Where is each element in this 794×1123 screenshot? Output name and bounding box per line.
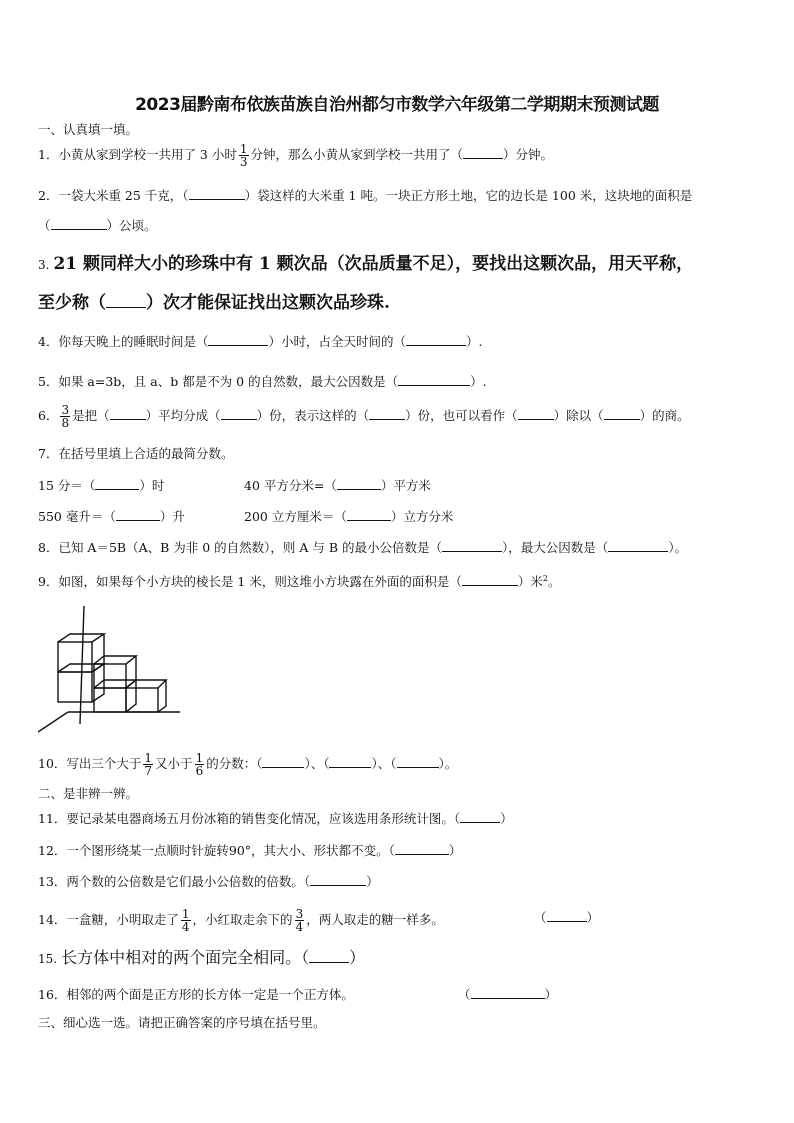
question-12: 12．一个图形绕某一点顺时针旋转90°，其大小、形状都不变。（ ） bbox=[38, 843, 462, 858]
answer-blank[interactable] bbox=[398, 385, 470, 386]
answer-blank[interactable] bbox=[329, 767, 371, 768]
cube-stack-figure bbox=[38, 602, 188, 737]
answer-blank[interactable] bbox=[208, 345, 268, 346]
answer-blank[interactable] bbox=[95, 489, 139, 490]
answer-blank[interactable] bbox=[460, 822, 500, 823]
answer-blank[interactable] bbox=[406, 345, 466, 346]
answer-blank[interactable] bbox=[395, 854, 449, 855]
answer-blank[interactable] bbox=[262, 767, 304, 768]
answer-blank[interactable] bbox=[442, 551, 502, 552]
fraction-1-7: $\frac{1}{7}$ bbox=[144, 751, 153, 778]
answer-blank[interactable] bbox=[337, 489, 381, 490]
answer-blank[interactable] bbox=[106, 307, 146, 308]
question-1: 1．小黄从家到学校一共用了 3 小时 $\frac{1}{3}$ 分钟，那么小黄从家到学校一共用了（ ）分钟。 bbox=[38, 142, 554, 169]
answer-blank[interactable] bbox=[347, 520, 391, 521]
answer-blank[interactable] bbox=[116, 520, 160, 521]
question-7-row-1b: 40 平方分米=（ ）平方米 bbox=[244, 478, 431, 493]
section-1-heading: 一、认真填一填。 bbox=[38, 122, 139, 137]
question-10: 10．写出三个大于 $\frac{1}{7}$ 又小于 $\frac{1}{6}$ 的分数：（ ）、（ ）、（ ）。 bbox=[38, 751, 458, 778]
fraction-1-6: $\frac{1}{6}$ bbox=[195, 751, 204, 778]
question-2-cont: （ ）公顷。 bbox=[38, 218, 157, 233]
answer-blank[interactable] bbox=[397, 767, 439, 768]
answer-blank[interactable] bbox=[608, 551, 668, 552]
question-7-row-2b: 200 立方厘米＝（ ）立方分米 bbox=[244, 509, 454, 524]
question-3: 3. 21 颗同样大小的珍珠中有 1 颗次品（次品质量不足），要找出这颗次品，用天平称， bbox=[38, 254, 694, 274]
fraction-1-3: $\frac{1}{3}$ bbox=[239, 142, 248, 169]
question-6: 6． $\frac{3}{8}$ 是把（ ）平均分成（ ）份，表示这样的（ ）份，也可以看作（ ）除以（ ）的商。 bbox=[38, 403, 690, 430]
question-5: 5．如果 a=3b，且 a、b 都是不为 0 的自然数，最大公因数是（ ）. bbox=[38, 374, 487, 389]
question-16: 16．相邻的两个面是正方形的长方体一定是一个正方体。 bbox=[38, 987, 354, 1002]
fraction-3-8: $\frac{3}{8}$ bbox=[61, 403, 70, 430]
question-3-cont: 至少称（ ）次才能保证找出这颗次品珍珠. bbox=[38, 293, 390, 313]
answer-blank[interactable] bbox=[471, 998, 545, 999]
question-14: 14．一盒糖，小明取走了 $\frac{1}{4}$ ，小红取走余下的 $\frac{3}{4}$ ，两人取走的糖一样多。 bbox=[38, 907, 444, 934]
answer-blank[interactable] bbox=[309, 962, 349, 963]
question-4: 4．你每天晚上的睡眠时间是（ ）小时，占全天时间的（ ）. bbox=[38, 334, 483, 349]
answer-blank[interactable] bbox=[369, 419, 405, 420]
question-13: 13．两个数的公倍数是它们最小公倍数的倍数。（ ） bbox=[38, 874, 379, 889]
question-7-row-2: 550 毫升＝（ ）升 bbox=[38, 509, 185, 524]
answer-blank[interactable] bbox=[604, 419, 640, 420]
question-8: 8．已知 A＝5B（A、B 为非 0 的自然数），则 A 与 B 的最小公倍数是（ ），最大公因数是（ ）。 bbox=[38, 540, 688, 555]
question-7-row-1: 15 分＝（ ）时 bbox=[38, 478, 165, 493]
answer-blank[interactable] bbox=[547, 921, 587, 922]
question-14-answer: （ ） bbox=[534, 910, 600, 925]
section-3-heading: 三、细心选一选。请把正确答案的序号填在括号里。 bbox=[38, 1015, 326, 1030]
answer-blank[interactable] bbox=[310, 885, 366, 886]
question-11: 11．要记录某电器商场五月份冰箱的销售变化情况，应该选用条形统计图。（ ） bbox=[38, 811, 513, 826]
answer-blank[interactable] bbox=[110, 419, 146, 420]
answer-blank[interactable] bbox=[463, 158, 503, 159]
question-7: 7．在括号里填上合适的最简分数。 bbox=[38, 446, 234, 461]
page-title: 2023届黔南布依族苗族自治州都匀市数学六年级第二学期期末预测试题 bbox=[135, 95, 659, 115]
answer-blank[interactable] bbox=[462, 585, 518, 586]
fraction-1-4: $\frac{1}{4}$ bbox=[181, 907, 190, 934]
question-2: 2．一袋大米重 25 千克，（ ）袋这样的大米重 1 吨。一块正方形土地，它的边长是 100 米，这块地的面积是 bbox=[38, 188, 693, 203]
question-9: 9．如图，如果每个小方块的棱长是 1 米，则这堆小方块露在外面的面积是（ ）米$^2$。 bbox=[38, 574, 561, 590]
answer-blank[interactable] bbox=[518, 419, 554, 420]
question-15: 15. 长方体中相对的两个面完全相同。（ ） bbox=[38, 948, 366, 967]
fraction-3-4: $\frac{3}{4}$ bbox=[295, 907, 304, 934]
answer-blank[interactable] bbox=[189, 199, 245, 200]
question-16-answer: （ ） bbox=[458, 987, 558, 1002]
answer-blank[interactable] bbox=[221, 419, 257, 420]
answer-blank[interactable] bbox=[51, 229, 107, 230]
section-2-heading: 二、是非辨一辨。 bbox=[38, 786, 139, 801]
